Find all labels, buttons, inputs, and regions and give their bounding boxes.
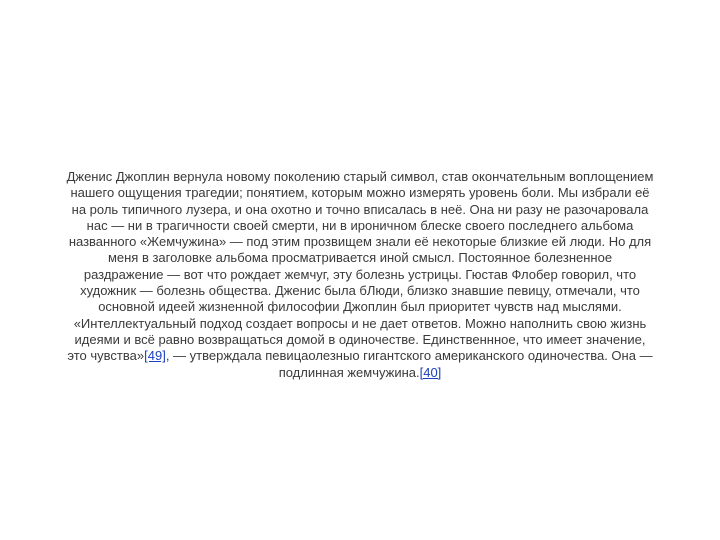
line-12-text-before: это чувства» xyxy=(67,348,145,364)
paragraph-line-13 xyxy=(36,365,684,381)
paragraph-line-5: названного «Жемчужина» — под этим прозвищем знали её некоторые близкие ей люди. Но для xyxy=(68,234,652,250)
paragraph-line-4: нас — ни в трагичности своей смерти, ни в ироничном блеске своего последнего альбома xyxy=(86,217,634,233)
paragraph-line-12 xyxy=(36,348,684,364)
footnote-link-40[interactable]: [40] xyxy=(419,364,442,380)
paragraph-line-9: основной идеей жизненной философии Джоплин был приоритет чувств над мыслями. xyxy=(98,299,622,315)
footnote-link-49[interactable]: [49] xyxy=(144,348,166,364)
paragraph-line-6: меня в заголовке альбома просматривается иной смысл. Постоянное болезненное xyxy=(107,250,613,266)
paragraph-line-11: идеями и всё равно возвращаться домой в одиночестве. Единственнное, что имеет значение, xyxy=(74,331,646,347)
paragraph-line-1: Дженис Джоплин вернула новому поколению старый символ, став окончательным воплощением xyxy=(66,169,654,184)
paragraph-line-10: «Интеллектуальный подход создает вопросы и не дает ответов. Можно наполнить свою жизнь xyxy=(73,315,647,331)
paragraph-line-2: нашего ощущения трагедии; понятием, которым можно измерять уровень боли. Мы избрали её xyxy=(70,185,650,201)
paragraph-line-7: раздражение — вот что рождает жемчуг, эту болезнь устрицы. Гюстав Флобер говорил, что xyxy=(83,266,637,282)
paragraph-line-3: на роль типичного лузера, и она охотно и точно вписалась в неё. Она ни разу не разочаровала xyxy=(71,201,649,217)
paragraph-line-8: художник — болезнь общества. Дженис была бЛюди, близко знавшие певицу, отмечали, что xyxy=(80,283,640,299)
main-paragraph xyxy=(36,169,684,381)
line-12-text-after: , — утверждала певицаолезныо гигантского американского одиночества. Она — xyxy=(165,348,653,364)
line-13-text-before: подлинная жемчужина. xyxy=(278,364,420,380)
